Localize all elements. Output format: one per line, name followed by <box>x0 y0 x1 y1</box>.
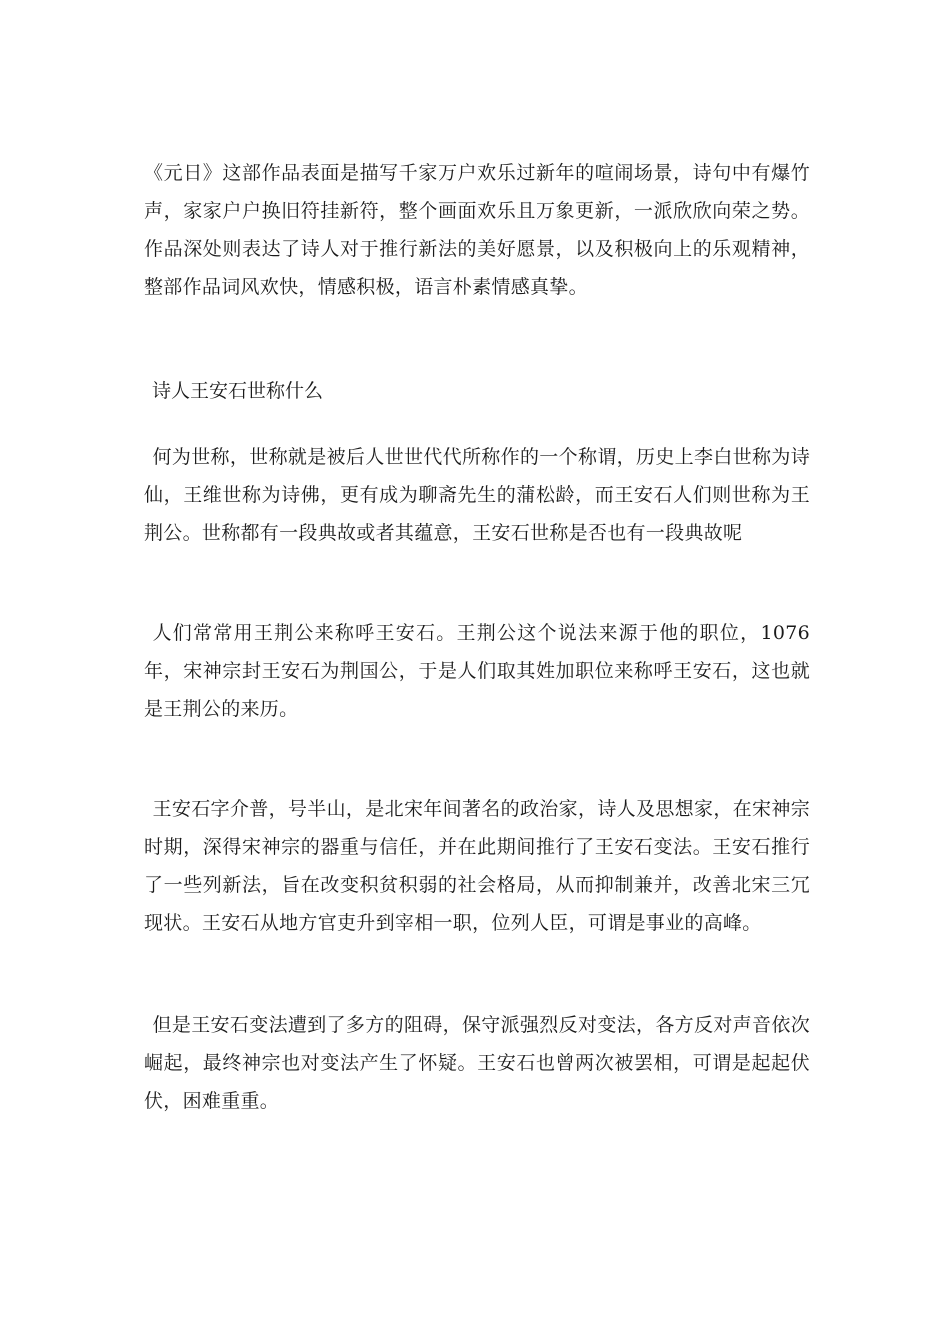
paragraph-shicheng: 何为世称，世称就是被后人世世代代所称作的一个称谓，历史上李白世称为诗仙，王维世称为诗佛，更有成为聊斋先生的蒲松龄，而王安石人们则世称为王荆公。世称都有一段典故或者其蕴意，王安石世称是否也有一段典故呢 <box>144 446 810 544</box>
paragraph-wangjinggong: 人们常常用王荆公来称呼王安石。王荆公这个说法来源于他的职位，1076年，宋神宗封王安石为荆国公，于是人们取其姓加职位来称呼王安石，这也就是王荆公的来历。 <box>144 622 810 720</box>
paragraph-biography: 王安石字介普，号半山，是北宋年间著名的政治家，诗人及思想家，在宋神宗时期，深得宋神宗的器重与信任，并在此期间推行了王安石变法。王安石推行了一些列新法，旨在改变积贫积弱的社会格局，从而抑制兼并，改善北宋三冗现状。王安石从地方官吏升到宰相一职，位列人臣，可谓是事业的高峰。 <box>144 798 810 934</box>
section-heading: 诗人王安石世称什么 <box>152 380 324 402</box>
paragraph-reform-obstacles: 但是王安石变法遭到了多方的阻碍，保守派强烈反对变法，各方反对声音依次崛起，最终神宗也对变法产生了怀疑。王安石也曾两次被罢相，可谓是起起伏伏，困难重重。 <box>144 1014 810 1112</box>
paragraph-yuanri: 《元日》这部作品表面是描写千家万户欢乐过新年的喧闹场景，诗句中有爆竹声，家家户户换旧符挂新符，整个画面欢乐且万象更新，一派欣欣向荣之势。作品深处则表达了诗人对于推行新法的美好愿景，以及积极向上的乐观精神，整部作品词风欢快，情感积极，语言朴素情感真挚。 <box>144 162 810 298</box>
